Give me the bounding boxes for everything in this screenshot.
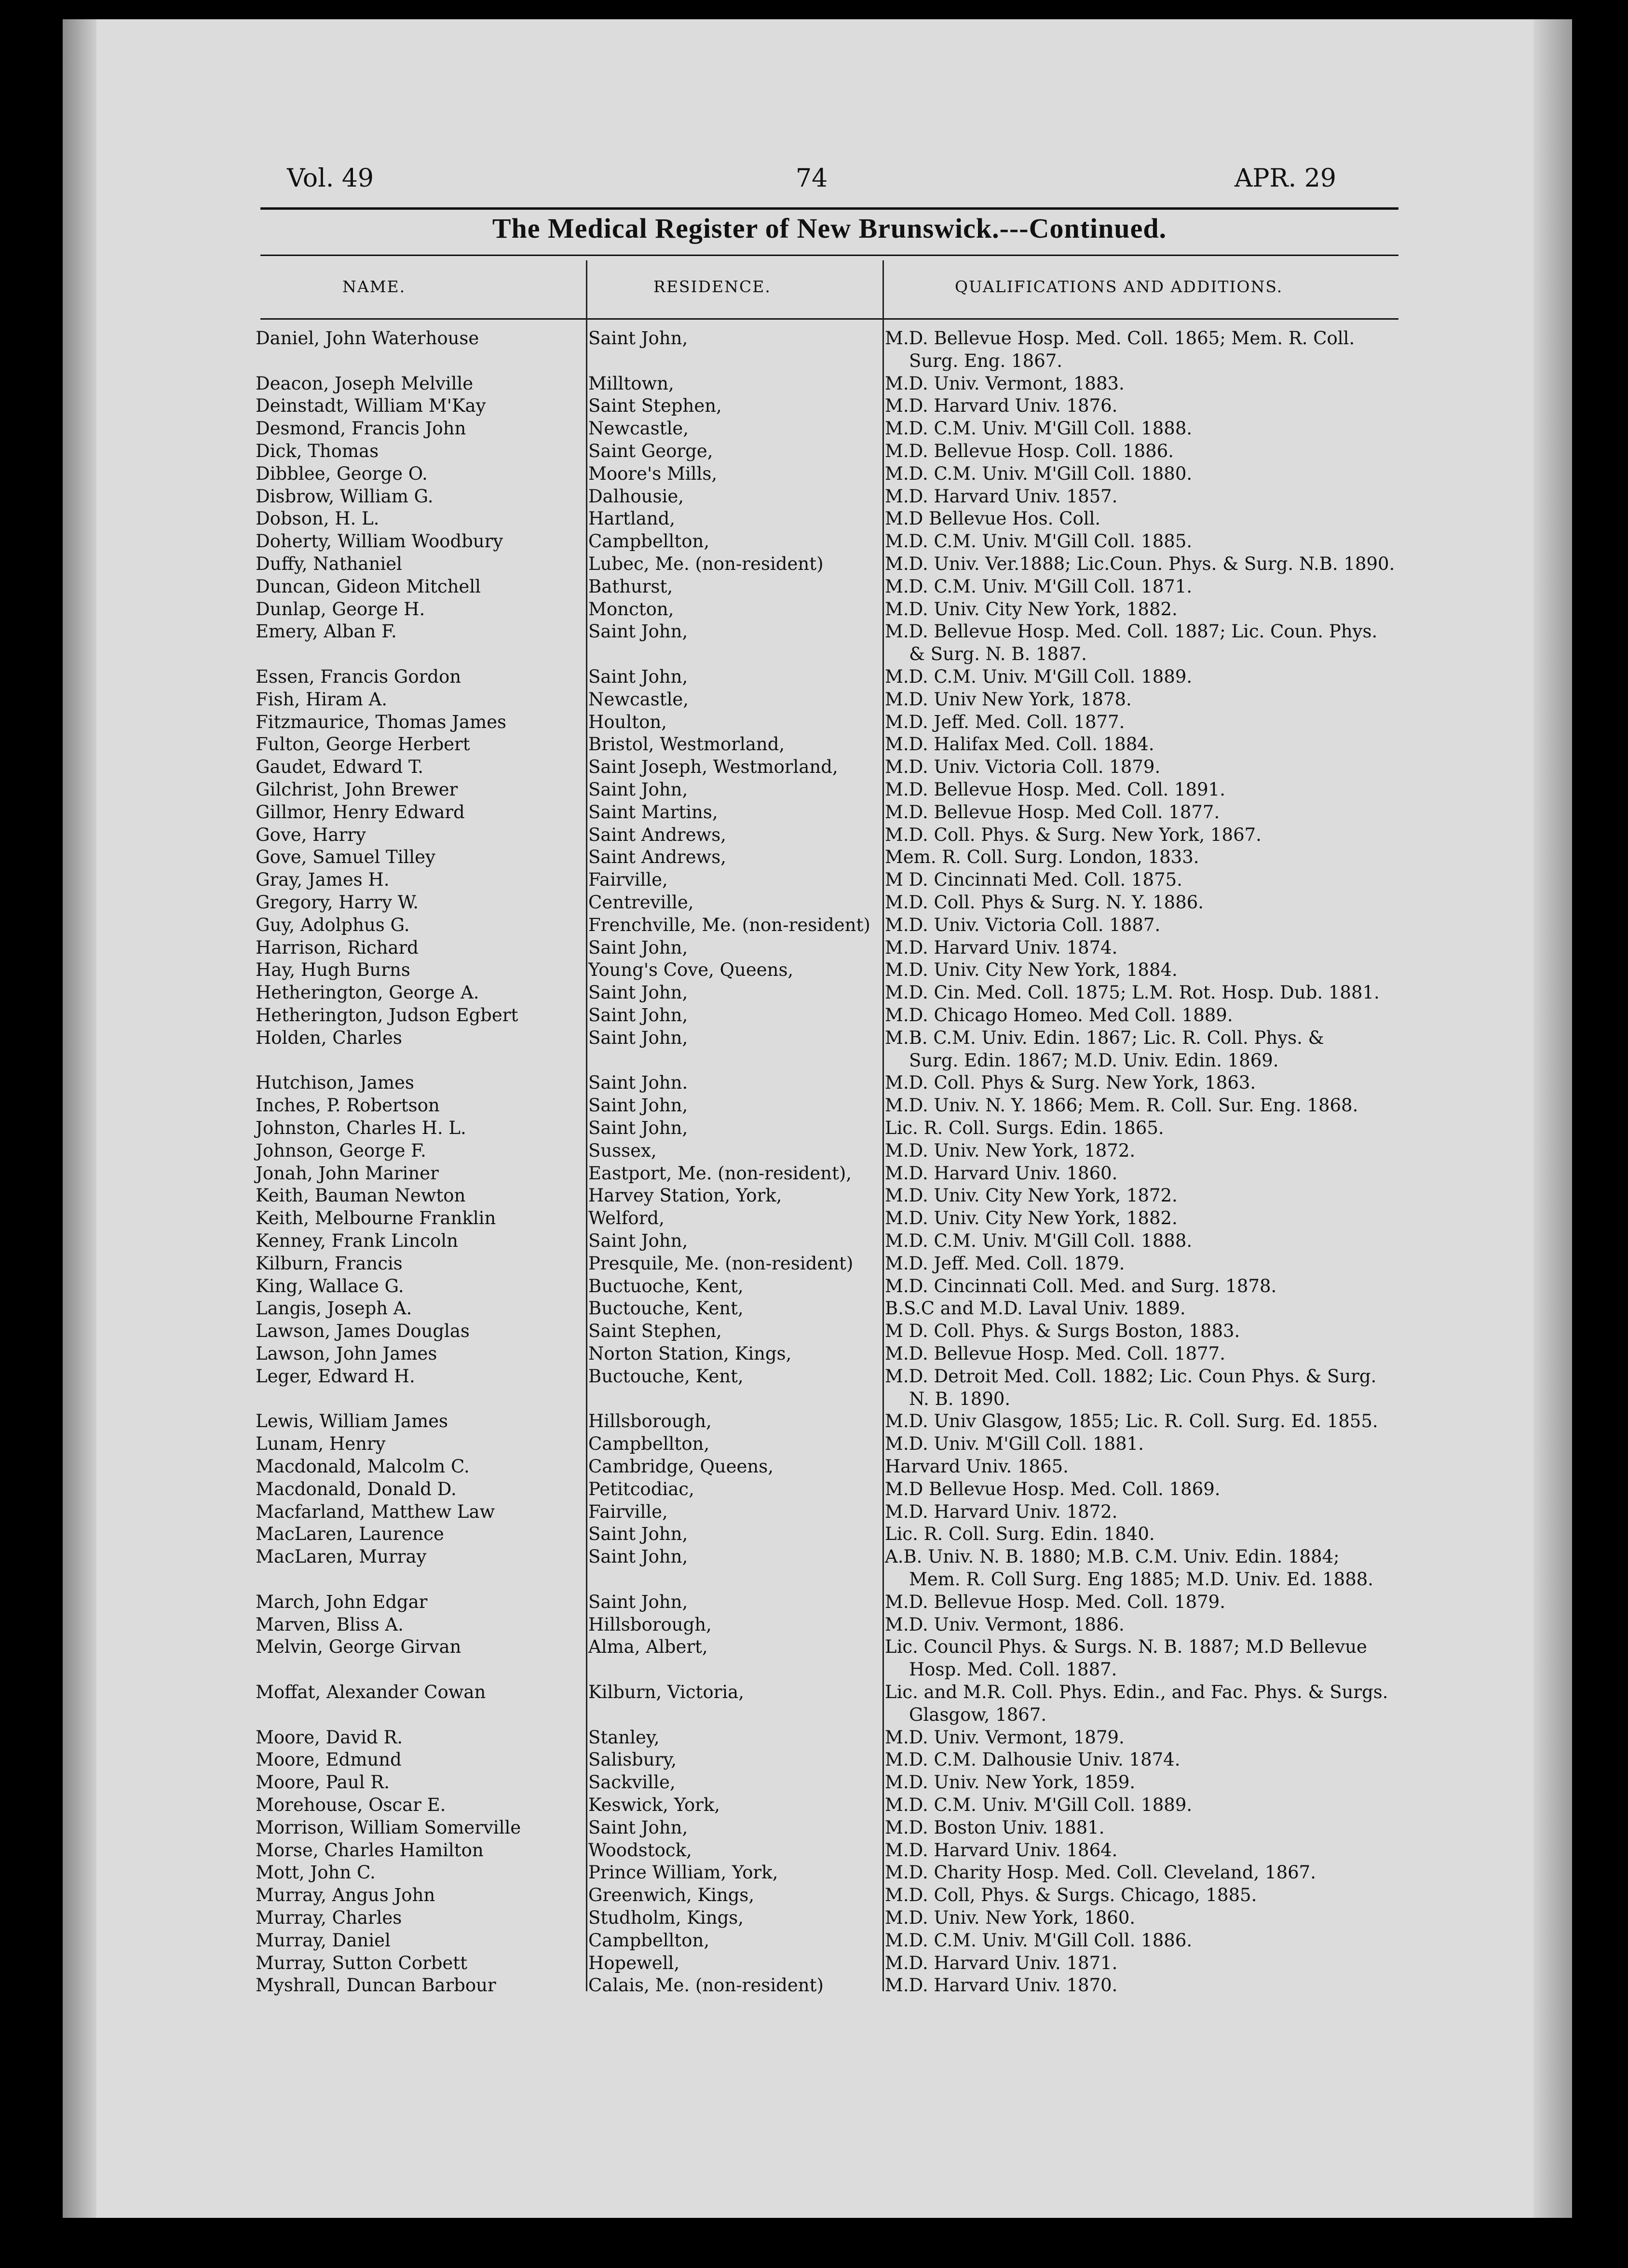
entry-residence: Petitcodiac,: [588, 1478, 694, 1499]
table-row: [63, 1975, 1572, 1998]
entry-qualifications: M.D. Boston Univ. 1881.: [885, 1817, 1105, 1838]
volume-label: Vol. 49: [287, 164, 374, 193]
entry-qualifications: M.D. C.M. Univ. M'Gill Coll. 1889.: [885, 666, 1193, 687]
title-top-rule: [260, 207, 1398, 210]
entry-residence: Saint George,: [588, 441, 713, 461]
entry-name: Inches, P. Robertson: [256, 1095, 440, 1116]
entry-name: Murray, Angus John: [256, 1885, 435, 1906]
entry-residence: Moore's Mills,: [588, 463, 718, 484]
entry-residence: Fairville,: [588, 1501, 668, 1522]
entry-qualifications: M.D. Coll. Phys. & Surg. New York, 1867.: [885, 824, 1262, 845]
entry-qualifications: M.D. Univ. City New York, 1882.: [885, 1208, 1178, 1229]
entry-qualifications: M.D Bellevue Hosp. Med. Coll. 1869.: [885, 1478, 1221, 1499]
entry-qualifications: M.D. C.M. Univ. M'Gill Coll. 1880.: [885, 463, 1193, 484]
entry-name: Macdonald, Donald D.: [256, 1478, 457, 1499]
entry-residence: Woodstock,: [588, 1839, 692, 1861]
entry-name: Hay, Hugh Burns: [256, 959, 410, 981]
entry-qualifications: A.B. Univ. N. B. 1880; M.B. C.M. Univ. Edin. 1884;: [885, 1546, 1340, 1567]
table-row: [63, 531, 1572, 554]
entry-residence: Saint Martins,: [588, 801, 718, 823]
table-row: [63, 756, 1572, 779]
entry-name: Murray, Sutton Corbett: [256, 1952, 468, 1973]
table-row: [63, 824, 1572, 847]
entry-name: Moore, Edmund: [256, 1749, 402, 1770]
entry-name: MacLaren, Laurence: [256, 1524, 444, 1545]
entry-residence: Bathurst,: [588, 576, 673, 597]
entry-residence: Saint John,: [588, 621, 688, 642]
entry-qualifications: M.D. Univ New York, 1878.: [885, 688, 1132, 710]
table-row: [63, 1456, 1572, 1479]
entry-name: Doherty, William Woodbury: [256, 531, 503, 552]
entry-residence: Stanley,: [588, 1727, 660, 1748]
entry-name: Fitzmaurice, Thomas James: [256, 711, 507, 732]
entry-name: Johnston, Charles H. L.: [256, 1118, 466, 1138]
entry-residence: Milltown,: [588, 373, 674, 394]
table-row: [63, 734, 1572, 756]
entry-residence: Newcastle,: [588, 418, 689, 439]
entry-name: Myshrall, Duncan Barbour: [256, 1975, 496, 1996]
table-row: [63, 1817, 1572, 1840]
entry-qualifications: M.D. Bellevue Hosp. Med. Coll. 1877.: [885, 1343, 1225, 1364]
table-row: [63, 1501, 1572, 1524]
entry-residence: Campbellton,: [588, 531, 710, 552]
entry-residence: Moncton,: [588, 598, 674, 620]
entry-name: March, John Edgar: [256, 1591, 428, 1612]
entry-name: Mott, John C.: [256, 1862, 376, 1883]
entry-qualifications: M D. Cincinnati Med. Coll. 1875.: [885, 869, 1182, 891]
column-header-name: NAME.: [342, 277, 406, 296]
table-row: [63, 1298, 1572, 1321]
entry-qualifications: M.D. Univ. New York, 1859.: [885, 1772, 1136, 1793]
table-row: [63, 1343, 1572, 1366]
entry-name: Lawson, John James: [256, 1343, 437, 1364]
entry-name: Harrison, Richard: [256, 937, 419, 958]
table-row: [63, 1772, 1572, 1795]
entry-residence: Saint John,: [588, 1591, 688, 1612]
table-row: [63, 937, 1572, 960]
entry-name: Kenney, Frank Lincoln: [256, 1230, 458, 1251]
entry-qualifications: M.D. Harvard Univ. 1871.: [885, 1952, 1118, 1973]
entry-name: Moore, Paul R.: [256, 1772, 390, 1793]
entry-qualifications: M.D. Bellevue Hosp. Med. Coll. 1887; Lic. Coun. Phys.: [885, 621, 1378, 642]
entry-qualifications: M.D. Univ. City New York, 1872.: [885, 1185, 1178, 1206]
entry-qualifications: M.D. Cincinnati Coll. Med. and Surg. 1878.: [885, 1275, 1277, 1296]
entry-residence: Norton Station, Kings,: [588, 1343, 792, 1364]
entry-qualifications: M.D. Univ. Victoria Coll. 1879.: [885, 756, 1161, 778]
entry-residence: Dalhousie,: [588, 486, 684, 507]
entry-name: MacLaren, Murray: [256, 1546, 427, 1567]
entry-name: Desmond, Francis John: [256, 418, 466, 439]
table-row-continuation: [63, 1704, 1572, 1727]
entry-name: King, Wallace G.: [256, 1275, 404, 1296]
entry-name: Essen, Francis Gordon: [256, 666, 461, 687]
table-row: [63, 576, 1572, 599]
table-row: [63, 1840, 1572, 1863]
entry-qualifications: M.D. Bellevue Hosp. Med. Coll. 1879.: [885, 1591, 1225, 1612]
entry-name: Hutchison, James: [256, 1072, 414, 1094]
entry-qualifications: M.D. C.M. Univ. M'Gill Coll. 1889.: [885, 1795, 1193, 1815]
entry-name: Dick, Thomas: [256, 441, 379, 461]
entry-qualifications-continued: & Surg. N. B. 1887.: [909, 644, 1087, 665]
entry-residence: Saint John,: [588, 1118, 688, 1138]
entry-name: Keith, Bauman Newton: [256, 1185, 466, 1206]
entry-qualifications: M.D. Harvard Univ. 1857.: [885, 486, 1118, 507]
entry-qualifications: M.B. C.M. Univ. Edin. 1867; Lic. R. Coll. Phys. &: [885, 1027, 1324, 1048]
entry-residence: Saint John,: [588, 1095, 688, 1116]
entry-qualifications-continued: Hosp. Med. Coll. 1887.: [909, 1659, 1117, 1680]
entry-residence: Bristol, Westmorland,: [588, 734, 785, 755]
entry-residence: Cambridge, Queens,: [588, 1456, 773, 1477]
entry-residence: Hillsborough,: [588, 1411, 712, 1432]
entry-residence: Saint John,: [588, 666, 688, 687]
table-row: [63, 1727, 1572, 1750]
table-row: [63, 599, 1572, 621]
entry-residence: Hillsborough,: [588, 1614, 712, 1635]
entry-name: Fulton, George Herbert: [256, 734, 470, 755]
entry-residence: Buctuoche, Kent,: [588, 1275, 744, 1296]
table-row: [63, 1366, 1572, 1389]
table-row: [63, 712, 1572, 734]
page-number: 74: [796, 164, 828, 193]
entry-name: Deinstadt, William M'Kay: [256, 395, 486, 417]
entry-name: Duffy, Nathaniel: [256, 554, 402, 574]
table-row: [63, 1095, 1572, 1118]
table-row: [63, 1027, 1572, 1050]
entry-residence: Saint John,: [588, 779, 688, 800]
entry-residence: Saint John,: [588, 1005, 688, 1026]
entry-qualifications: M.D. Chicago Homeo. Med Coll. 1889.: [885, 1005, 1233, 1026]
entry-qualifications: M.D. Bellevue Hosp. Med Coll. 1877.: [885, 801, 1220, 823]
table-row: [63, 373, 1572, 396]
entry-name: Morrison, William Somerville: [256, 1817, 521, 1838]
table-row: [63, 915, 1572, 937]
entry-qualifications: M.D. C.M. Univ. M'Gill Coll. 1888.: [885, 418, 1193, 439]
entry-name: Daniel, John Waterhouse: [256, 328, 479, 349]
entry-qualifications: M.D. Detroit Med. Coll. 1882; Lic. Coun Phys. & Surg.: [885, 1365, 1377, 1387]
entry-qualifications: M.D. Jeff. Med. Coll. 1877.: [885, 711, 1125, 732]
entry-qualifications: M.D. Univ. Vermont, 1879.: [885, 1727, 1125, 1748]
entry-qualifications: Mem. R. Coll. Surg. London, 1833.: [885, 847, 1199, 868]
entry-qualifications: Lic. R. Coll. Surgs. Edin. 1865.: [885, 1118, 1164, 1138]
entry-qualifications: Lic. and M.R. Coll. Phys. Edin., and Fac. Phys. & Surgs.: [885, 1682, 1388, 1702]
entry-residence: Presquile, Me. (non-resident): [588, 1253, 854, 1274]
entry-qualifications: M.D. Halifax Med. Coll. 1884.: [885, 734, 1154, 755]
entry-residence: Newcastle,: [588, 688, 689, 710]
table-row: [63, 892, 1572, 915]
table-row-continuation: [63, 1659, 1572, 1682]
entry-residence: Saint John,: [588, 1230, 688, 1251]
table-row: [63, 1253, 1572, 1276]
entry-qualifications: M.D. Harvard Univ. 1874.: [885, 937, 1118, 958]
entry-name: Guy, Adolphus G.: [256, 914, 410, 935]
entry-name: Keith, Melbourne Franklin: [256, 1208, 496, 1229]
table-row: [63, 486, 1572, 509]
table-row: [63, 847, 1572, 869]
entry-name: Macdonald, Malcolm C.: [256, 1456, 470, 1477]
column-header-residence: RESIDENCE.: [653, 277, 771, 296]
date-label: APR. 29: [1235, 164, 1336, 193]
entry-name: Morse, Charles Hamilton: [256, 1839, 484, 1861]
entry-residence: Young's Cove, Queens,: [588, 959, 794, 981]
entry-name: Jonah, John Mariner: [256, 1162, 439, 1184]
table-row-continuation: [63, 1569, 1572, 1592]
entry-residence: Harvey Station, York,: [588, 1185, 782, 1206]
header-rule: [260, 318, 1398, 320]
entry-qualifications: M.D. Univ. Victoria Coll. 1887.: [885, 914, 1161, 935]
entry-residence: Frenchville, Me. (non-resident): [588, 914, 870, 935]
entry-name: Fish, Hiram A.: [256, 688, 388, 710]
entry-name: Gregory, Harry W.: [256, 892, 419, 913]
entry-qualifications: M.D. Cin. Med. Coll. 1875; L.M. Rot. Hosp. Dub. 1881.: [885, 982, 1380, 1003]
entry-name: Morehouse, Oscar E.: [256, 1795, 446, 1815]
title-bottom-rule: [260, 255, 1398, 256]
entry-residence: Sussex,: [588, 1140, 657, 1161]
entry-qualifications: M.D. Univ. New York, 1872.: [885, 1140, 1136, 1161]
entry-name: Langis, Joseph A.: [256, 1298, 412, 1319]
entry-residence: Calais, Me. (non-resident): [588, 1975, 824, 1996]
entry-residence: Prince William, York,: [588, 1862, 778, 1883]
table-row-continuation: [63, 1050, 1572, 1073]
table-row: [63, 395, 1572, 418]
entry-residence: Hopewell,: [588, 1952, 680, 1973]
entry-name: Murray, Charles: [256, 1907, 402, 1928]
entry-residence: Saint Andrews,: [588, 824, 726, 845]
entry-residence: Welford,: [588, 1208, 665, 1229]
entry-residence: Hartland,: [588, 508, 676, 529]
entry-residence: Kilburn, Victoria,: [588, 1682, 744, 1702]
entry-qualifications: M.D. C.M. Univ. M'Gill Coll. 1885.: [885, 531, 1193, 552]
entry-qualifications: M.D. Harvard Univ. 1870.: [885, 1975, 1118, 1996]
entry-qualifications: M.D. Bellevue Hosp. Med. Coll. 1891.: [885, 779, 1225, 800]
table-row: [63, 1546, 1572, 1569]
entry-qualifications: M.D. Coll. Phys & Surg. New York, 1863.: [885, 1072, 1256, 1094]
entry-qualifications: M.D. Univ. Vermont, 1883.: [885, 373, 1125, 394]
table-row: [63, 1682, 1572, 1704]
entry-residence: Saint John,: [588, 1027, 688, 1048]
entry-qualifications: M.D. Harvard Univ. 1872.: [885, 1501, 1118, 1522]
entry-qualifications: M.D. Harvard Univ. 1864.: [885, 1839, 1118, 1861]
entry-qualifications: Lic. Council Phys. & Surgs. N. B. 1887; M.D Bellevue: [885, 1636, 1367, 1658]
table-row: [63, 1208, 1572, 1230]
entry-name: Hetherington, Judson Egbert: [256, 1005, 518, 1026]
entry-name: Murray, Daniel: [256, 1930, 391, 1951]
entry-name: Moore, David R.: [256, 1727, 403, 1748]
entry-qualifications: M.D. Jeff. Med. Coll. 1879.: [885, 1253, 1125, 1274]
entry-residence: Campbellton,: [588, 1433, 710, 1455]
entry-qualifications: M.D. Coll. Phys & Surg. N. Y. 1886.: [885, 892, 1204, 913]
table-row: [63, 1230, 1572, 1253]
table-row-continuation: [63, 351, 1572, 373]
entry-name: Dunlap, George H.: [256, 598, 425, 620]
entry-qualifications: M.D. Univ. Vermont, 1886.: [885, 1614, 1125, 1635]
entry-name: Marven, Bliss A.: [256, 1614, 404, 1635]
table-row: [63, 1930, 1572, 1953]
entry-name: Gove, Samuel Tilley: [256, 847, 435, 868]
entry-residence: Buctouche, Kent,: [588, 1298, 744, 1319]
entry-qualifications-continued: Surg. Eng. 1867.: [909, 350, 1063, 371]
table-row: [63, 463, 1572, 486]
entry-name: Hetherington, George A.: [256, 982, 479, 1003]
entry-name: Dibblee, George O.: [256, 463, 428, 484]
entry-qualifications-continued: Surg. Edin. 1867; M.D. Univ. Edin. 1869.: [909, 1050, 1279, 1071]
table-row: [63, 1140, 1572, 1163]
table-row: [63, 1433, 1572, 1456]
entry-residence: Campbellton,: [588, 1930, 710, 1951]
entry-name: Deacon, Joseph Melville: [256, 373, 474, 394]
entry-residence: Fairville,: [588, 869, 668, 891]
table-row: [63, 1005, 1572, 1027]
entry-name: Gilchrist, John Brewer: [256, 779, 458, 800]
entry-residence: Buctouche, Kent,: [588, 1365, 744, 1387]
entry-qualifications: M.D. Charity Hosp. Med. Coll. Cleveland, 1867.: [885, 1862, 1316, 1883]
entry-residence: Keswick, York,: [588, 1795, 720, 1815]
table-row: [63, 1163, 1572, 1186]
entry-qualifications: M.D. Univ. M'Gill Coll. 1881.: [885, 1433, 1144, 1455]
entry-residence: Greenwich, Kings,: [588, 1885, 755, 1906]
table-row-continuation: [63, 644, 1572, 666]
table-row: [63, 959, 1572, 982]
table-row-continuation: [63, 1389, 1572, 1411]
table-row: [63, 1072, 1572, 1095]
entry-name: Disbrow, William G.: [256, 486, 434, 507]
entry-residence: Saint John,: [588, 1524, 688, 1545]
entry-residence: Saint Andrews,: [588, 847, 726, 868]
table-row: [63, 1636, 1572, 1659]
entry-name: Gillmor, Henry Edward: [256, 801, 465, 823]
entry-residence: Saint Stephen,: [588, 395, 722, 417]
table-row: [63, 554, 1572, 576]
table-row: [63, 1592, 1572, 1614]
entry-residence: Saint Stephen,: [588, 1321, 722, 1342]
entry-qualifications-continued: Mem. R. Coll Surg. Eng 1885; M.D. Univ. Ed. 1888.: [909, 1569, 1374, 1590]
entry-residence: Saint Joseph, Westmorland,: [588, 756, 838, 778]
table-row: [63, 1276, 1572, 1298]
table-row: [63, 869, 1572, 892]
entry-residence: Lubec, Me. (non-resident): [588, 554, 824, 574]
table-row: [63, 1185, 1572, 1208]
table-row: [63, 1862, 1572, 1885]
entry-name: Melvin, George Girvan: [256, 1636, 461, 1658]
entry-name: Macfarland, Matthew Law: [256, 1501, 495, 1522]
entry-name: Gove, Harry: [256, 824, 366, 845]
entry-qualifications: M.D. Harvard Univ. 1860.: [885, 1162, 1118, 1184]
entry-name: Moffat, Alexander Cowan: [256, 1682, 486, 1702]
entry-residence: Studholm, Kings,: [588, 1907, 744, 1928]
entry-qualifications: M.D. Univ. New York, 1860.: [885, 1907, 1136, 1928]
entry-residence: Sackville,: [588, 1772, 676, 1793]
table-row: [63, 666, 1572, 689]
entry-residence: Saint John,: [588, 1546, 688, 1567]
table-row: [63, 1524, 1572, 1546]
entry-name: Dobson, H. L.: [256, 508, 380, 529]
entry-qualifications: M.D. Univ. City New York, 1884.: [885, 959, 1178, 981]
entry-name: Duncan, Gideon Mitchell: [256, 576, 481, 597]
register-page: [63, 19, 1572, 2218]
entry-qualifications: M.D. Univ. Ver.1888; Lic.Coun. Phys. & Surg. N.B. 1890.: [885, 554, 1395, 574]
entry-qualifications-continued: Glasgow, 1867.: [909, 1704, 1047, 1725]
entry-qualifications: M.D Bellevue Hos. Coll.: [885, 508, 1101, 529]
entry-name: Gaudet, Edward T.: [256, 756, 423, 778]
table-row: [63, 441, 1572, 463]
entry-residence: Houlton,: [588, 711, 667, 732]
entry-name: Kilburn, Francis: [256, 1253, 403, 1274]
table-row: [63, 1479, 1572, 1501]
entry-qualifications: M.D. C.M. Univ. M'Gill Coll. 1888.: [885, 1230, 1193, 1251]
column-header-qualifications: QUALIFICATIONS AND ADDITIONS.: [955, 277, 1283, 296]
entry-qualifications: M.D. Univ. N. Y. 1866; Mem. R. Coll. Sur. Eng. 1868.: [885, 1095, 1358, 1116]
entry-qualifications: B.S.C and M.D. Laval Univ. 1889.: [885, 1298, 1186, 1319]
entry-name: Gray, James H.: [256, 869, 390, 891]
table-row: [63, 689, 1572, 712]
table-row: [63, 1614, 1572, 1637]
entry-qualifications: Harvard Univ. 1865.: [885, 1456, 1069, 1477]
page-title: The Medical Register of New Brunswick.---Continued.: [492, 213, 1167, 244]
table-row: [63, 1749, 1572, 1772]
entry-qualifications: M.D. Bellevue Hosp. Coll. 1886.: [885, 441, 1174, 461]
entry-residence: Saint John,: [588, 328, 688, 349]
entry-name: Holden, Charles: [256, 1027, 402, 1048]
entry-residence: Salisbury,: [588, 1749, 677, 1770]
table-row: [63, 621, 1572, 644]
entry-residence: Saint John.: [588, 1072, 688, 1094]
entry-qualifications: M.D. Univ Glasgow, 1855; Lic. R. Coll. Surg. Ed. 1855.: [885, 1411, 1378, 1432]
entry-qualifications-continued: N. B. 1890.: [909, 1388, 1011, 1409]
entry-residence: Saint John,: [588, 1817, 688, 1838]
entry-name: Lawson, James Douglas: [256, 1321, 470, 1342]
entry-qualifications: M.D. C.M. Univ. M'Gill Coll. 1871.: [885, 576, 1193, 597]
entry-name: Emery, Alban F.: [256, 621, 397, 642]
entry-residence: Saint John,: [588, 937, 688, 958]
entry-residence: Eastport, Me. (non-resident),: [588, 1162, 852, 1184]
entry-qualifications: M D. Coll. Phys. & Surgs Boston, 1883.: [885, 1321, 1240, 1342]
entry-residence: Alma, Albert,: [588, 1636, 708, 1658]
table-row: [63, 418, 1572, 441]
table-row: [63, 1321, 1572, 1343]
table-row: [63, 1953, 1572, 1975]
table-row: [63, 508, 1572, 531]
entry-name: Leger, Edward H.: [256, 1365, 415, 1387]
entry-qualifications: M.D. Univ. City New York, 1882.: [885, 598, 1178, 620]
entry-name: Lewis, William James: [256, 1411, 448, 1432]
entry-qualifications: M.D. C.M. Dalhousie Univ. 1874.: [885, 1749, 1180, 1770]
table-row: [63, 328, 1572, 351]
table-row: [63, 1795, 1572, 1817]
table-row: [63, 1118, 1572, 1140]
table-row: [63, 779, 1572, 802]
entry-qualifications: M.D. Harvard Univ. 1876.: [885, 395, 1118, 417]
entry-qualifications: M.D. Coll, Phys. & Surgs. Chicago, 1885.: [885, 1885, 1257, 1906]
entry-name: Johnson, George F.: [256, 1140, 426, 1161]
entry-qualifications: M.D. Bellevue Hosp. Med. Coll. 1865; Mem. R. Coll.: [885, 328, 1355, 349]
entry-residence: Centreville,: [588, 892, 694, 913]
entry-name: Lunam, Henry: [256, 1433, 386, 1455]
table-row: [63, 802, 1572, 824]
table-row: [63, 1907, 1572, 1930]
table-row: [63, 1885, 1572, 1907]
entry-residence: Saint John,: [588, 982, 688, 1003]
table-row: [63, 1411, 1572, 1433]
entry-qualifications: Lic. R. Coll. Surg. Edin. 1840.: [885, 1524, 1155, 1545]
table-row: [63, 982, 1572, 1005]
entry-qualifications: M.D. C.M. Univ. M'Gill Coll. 1886.: [885, 1930, 1193, 1951]
